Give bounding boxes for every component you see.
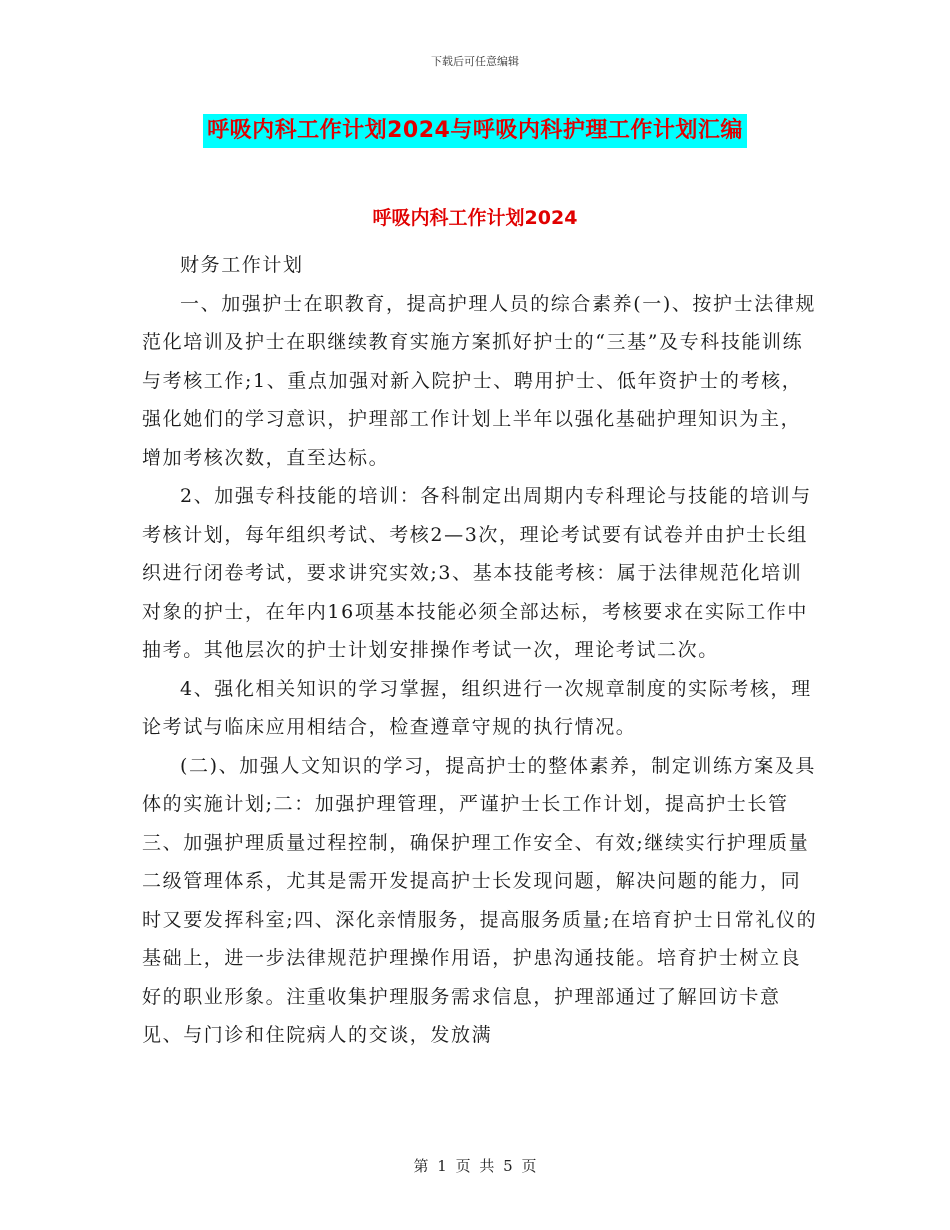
paragraph: 一、加强护士在职教育，提高护理人员的综合素养(一)、按护士法律规范化培训及护士在职继续教育实施方案抓好护士的“三基”及专科技能训练与考核工作;1、重点加强对新入院护士、聘用护士、低年资护士的考核，强化她们的学习意识，护理部工作计划上半年以强化基础护理知识为主，增加考核次数，直至达标。: [142, 292, 817, 469]
document-body: [142, 246, 818, 1055]
main-title-container: [0, 114, 950, 148]
paragraph: 2、加强专科技能的培训：各科制定出周期内专科理论与技能的培训与考核计划，每年组织考试、考核2—3次，理论考试要有试卷并由护士长组织进行闭卷考试，要求讲究实效;3、基本技能考核：属于法律规范化培训对象的护士，在年内16项基本技能必须全部达标，考核要求在实际工作中抽考。其他层次的护士计划安排操作考试一次，理论考试二次。: [142, 485, 812, 661]
paragraph: 4、强化相关知识的学习掌握，组织进行一次规章制度的实际考核，理论考试与临床应用相结合，检查遵章守规的执行情况。: [142, 677, 812, 738]
page-number: 第 1 页 共 5 页: [413, 1157, 537, 1175]
main-title: 呼吸内科工作计划2024与呼吸内科护理工作计划汇编: [203, 114, 747, 148]
paragraph: 财务工作计划: [180, 254, 304, 276]
paragraph: (二)、加强人文知识的学习，提高护士的整体素养，制定训练方案及具体的实施计划;二：加强护理管理，严谨护士长工作计划，提高护士长管三、加强护理质量过程控制，确保护理工作安全、有效;继续实行护理质量二级管理体系，尤其是需开发提高护士长发现问题，解决问题的能力，同时又要发挥科室;四、深化亲情服务，提高服务质量;在培育护士日常礼仪的基础上，进一步法律规范护理操作用语，护患沟通技能。培育护士树立良好的职业形象。注重收集护理服务需求信息，护理部通过了解回访卡意见、与门诊和住院病人的交谈，发放满: [142, 754, 818, 1046]
header-note: 下载后可任意编辑: [431, 55, 519, 68]
section-title: 呼吸内科工作计划2024: [372, 207, 578, 229]
